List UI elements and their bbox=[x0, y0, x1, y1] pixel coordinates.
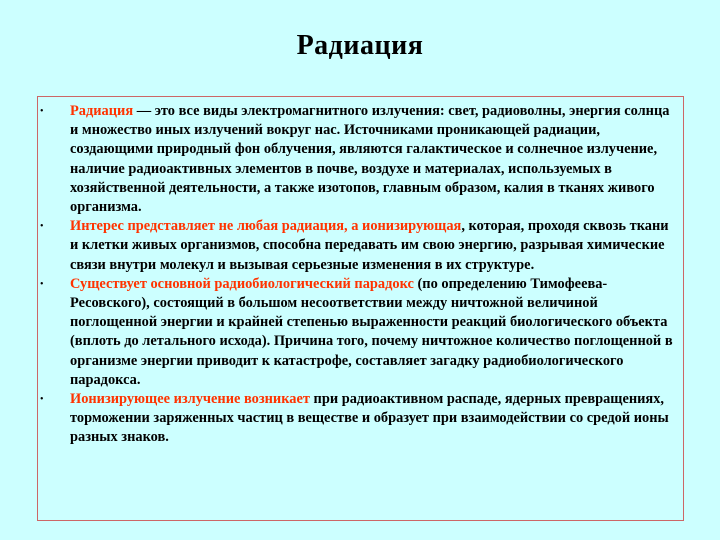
bullet-item-ionizing-interest bbox=[38, 217, 683, 275]
content-box bbox=[37, 96, 684, 521]
bullet-dot-icon: • bbox=[40, 106, 44, 117]
bullet-highlight: Радиация bbox=[70, 103, 134, 119]
slide-title: Радиация bbox=[296, 30, 424, 61]
bullet-text: (по определению Тимофеева-Ресовского), состоящий в большом несоответствии между ничтожной величиной поглощенной энергии и крайней степенью выраженности реакций биологического объекта (вплоть до летального исхода). Причина того, почему ничтожное количество поглощенной в организме энергии приводит к катастрофе, составляет загадку радиобиологического парадокса. bbox=[70, 275, 673, 388]
bullet-item-radiobiological-paradox bbox=[38, 275, 683, 390]
bullet-dot-icon: • bbox=[40, 221, 44, 233]
bullet-list bbox=[38, 102, 683, 448]
bullet-highlight: Интерес представляет не любая радиация, а ионизирующая bbox=[70, 218, 462, 235]
bullet-text: — это все виды электромагнитного излучения: свет, радиоволны, энергия солнца и множество иных излучений вокруг нас. Источниками проникающей радиации, создающими природный фон облучения, являются галактическое и солнечное излучение, наличие радиоактивных элементов в почве, воздухе и материалах, используемых в хозяйственной деятельности, а также изотопов, главным образом, калия в тканях живого организма. bbox=[70, 103, 670, 216]
bullet-dot-icon: • bbox=[40, 278, 44, 290]
bullet-text: , которая, проходя сквозь ткани и клетки живых организмов, способна передавать им свою энергию, разрывая химические связи внутри молекул и вызывая серьезные изменения в их структуре. bbox=[70, 218, 669, 273]
bullet-item-ionizing-origin bbox=[38, 390, 683, 448]
bullet-text: при радиоактивном распаде, ядерных превращениях, торможении заряженных частиц в веществе и образует при взаимодействии со средой ионы разных знаков. bbox=[70, 391, 669, 446]
bullet-item-radiation-definition bbox=[38, 102, 683, 217]
bullet-highlight: Существует основной радиобиологический парадокс bbox=[70, 275, 414, 292]
bullet-highlight: Ионизирующее излучение возникает bbox=[70, 391, 310, 408]
bullet-dot-icon: • bbox=[40, 394, 44, 406]
